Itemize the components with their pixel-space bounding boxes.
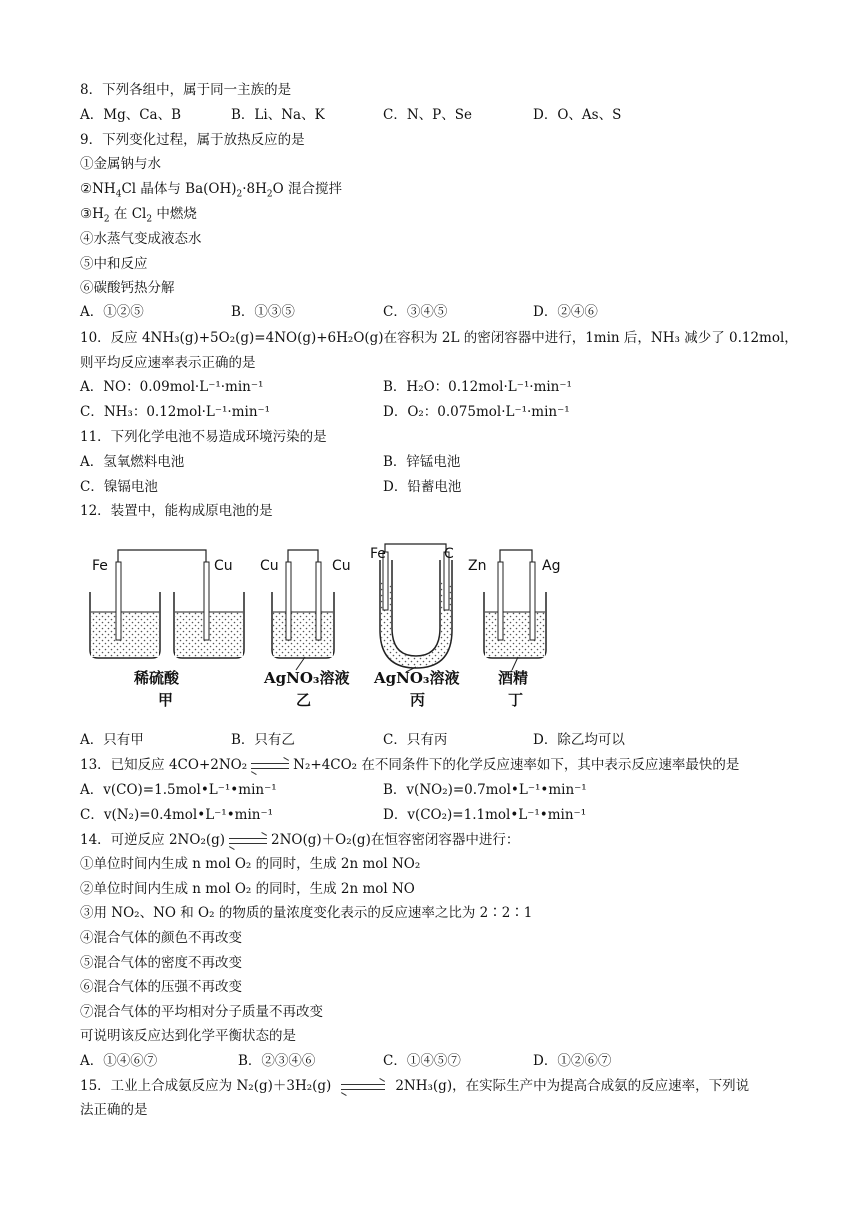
q12-stem: 12．装置中，能构成原电池的是 — [80, 503, 273, 519]
apparatus-bing — [370, 544, 459, 709]
jia-solution: 稀硫酸 — [134, 669, 180, 687]
q14-conclusion: 可说明该反应达到化学平衡状态的是 — [80, 1028, 296, 1044]
apparatus-jia — [90, 550, 244, 709]
reversible-arrow-icon — [229, 837, 267, 845]
q15-stem-line2: 法正确的是 — [80, 1102, 148, 1118]
ding-solution: 酒精 — [498, 669, 529, 687]
q9-option-a: A．①②⑤ — [80, 304, 144, 320]
q10-option-a: A．NO：0.09mol·L⁻¹·min⁻¹ — [80, 379, 264, 395]
q14-item-3: ③用 NO₂、NO 和 O₂ 的物质的量浓度变化表示的反应速率之比为 2∶2∶1 — [80, 905, 533, 921]
q13-option-a: A．v(CO)=1.5mol•L⁻¹•min⁻¹ — [80, 782, 277, 798]
q13-option-b: B．v(NO₂)=0.7mol•L⁻¹•min⁻¹ — [383, 782, 587, 798]
q11-stem: 11．下列化学电池不易造成环境污染的是 — [80, 429, 327, 445]
q9-option-c: C．③④⑤ — [383, 304, 448, 320]
jia-left-electrode: Fe — [92, 558, 108, 574]
galvanic-cell-figure — [80, 540, 580, 715]
q8-stem: 8．下列各组中，属于同一主族的是 — [80, 82, 292, 98]
q11-option-b: B．锌锰电池 — [383, 454, 461, 470]
q14-item-2: ②单位时间内生成 n mol O₂ 的同时，生成 2n mol NO — [80, 881, 415, 897]
q9-stem: 9．下列变化过程，属于放热反应的是 — [80, 132, 305, 148]
bing-right-electrode: C — [444, 546, 454, 562]
q10-option-d: D．O₂：0.075mol·L⁻¹·min⁻¹ — [383, 404, 570, 420]
q15-stem-line1: 15．工业上合成氨反应为 N₂(g)＋3H₂(g) 2NH₃(g)，在实际生产中为提高合成氨的反应速率，下列说 — [80, 1078, 750, 1094]
q12-option-b: B．只有乙 — [231, 732, 295, 748]
bing-left-electrode: Fe — [370, 546, 386, 562]
q14-item-7: ⑦混合气体的平均相对分子质量不再改变 — [80, 1004, 323, 1020]
bing-label: 丙 — [410, 691, 426, 709]
q10-stem-line1: 10．反应 4NH₃(g)+5O₂(g)=4NO(g)+6H₂O(g)在容积为 2L 的密闭容器中进行，1min 后，NH₃ 减少了 0.12mol， — [80, 330, 798, 346]
q9-option-b: B．①③⑤ — [231, 304, 295, 320]
q14-item-6: ⑥混合气体的压强不再改变 — [80, 979, 242, 995]
q13-option-c: C．v(N₂)=0.4mol•L⁻¹•min⁻¹ — [80, 807, 274, 823]
apparatus-ding — [468, 550, 560, 709]
q11-option-c: C．镍镉电池 — [80, 479, 158, 495]
q12-option-d: D．除乙均可以 — [533, 732, 625, 748]
q14-option-d: D．①②⑥⑦ — [533, 1053, 612, 1069]
jia-label: 甲 — [158, 691, 174, 709]
q9-item-2: $②NH_4Cl$ 晶体与 $Ba(OH)_2\cdot 8H_2O$ 混合搅拌 — [80, 181, 342, 200]
q9-item-1: ①金属钠与水 — [80, 156, 161, 172]
bing-solution: AgNO₃溶液 — [374, 669, 460, 687]
yi-label: 乙 — [296, 691, 312, 709]
q9-item-3: $③H_2$ 在 $Cl_2$ 中燃烧 — [80, 206, 197, 225]
ding-left-electrode: Zn — [468, 558, 487, 574]
ding-right-electrode: Ag — [542, 558, 561, 574]
q11-option-a: A．氢氧燃料电池 — [80, 454, 185, 470]
q14-option-b: B．②③④⑥ — [238, 1053, 316, 1069]
q11-option-d: D．铅蓄电池 — [383, 479, 462, 495]
q10-stem-line2: 则平均反应速率表示正确的是 — [80, 355, 256, 371]
q8-option-c: C．N、P、Se — [383, 107, 472, 123]
q8-option-d: D．O、As、S — [533, 107, 622, 123]
q14-stem: 14．可逆反应 2NO₂(g) 2NO(g)＋O₂(g)在恒容密闭容器中进行： — [80, 832, 520, 848]
q13-option-d: D．v(CO₂)=1.1mol•L⁻¹•min⁻¹ — [383, 807, 587, 823]
q10-option-c: C．NH₃：0.12mol·L⁻¹·min⁻¹ — [80, 404, 271, 420]
q14-item-5: ⑤混合气体的密度不再改变 — [80, 955, 242, 971]
yi-right-electrode: Cu — [332, 558, 351, 574]
q12-option-a: A．只有甲 — [80, 732, 144, 748]
q14-option-c: C．①④⑤⑦ — [383, 1053, 461, 1069]
q14-item-4: ④混合气体的颜色不再改变 — [80, 930, 242, 946]
q9-item-4: ④水蒸气变成液态水 — [80, 231, 202, 247]
q9-option-d: D．②④⑥ — [533, 304, 598, 320]
q10-option-b: B．H₂O：0.12mol·L⁻¹·min⁻¹ — [383, 379, 572, 395]
q9-item-6: ⑥碳酸钙热分解 — [80, 280, 175, 296]
q13-stem: 13．已知反应 4CO+2NO₂ N₂+4CO₂ 在不同条件下的化学反应速率如下，其中表示反应速率最快的是 — [80, 757, 740, 773]
yi-solution: AgNO₃溶液 — [264, 669, 350, 687]
q12-option-c: C．只有丙 — [383, 732, 448, 748]
q8-option-a: A．Mg、Ca、B — [80, 107, 182, 123]
reversible-arrow-icon — [251, 762, 289, 770]
reversible-arrow-icon — [341, 1083, 385, 1091]
q8-option-b: B．Li、Na、K — [231, 107, 325, 123]
q9-item-5: ⑤中和反应 — [80, 256, 148, 272]
yi-left-electrode: Cu — [260, 558, 279, 574]
q14-item-1: ①单位时间内生成 n mol O₂ 的同时，生成 2n mol NO₂ — [80, 856, 421, 872]
apparatus-yi — [260, 550, 351, 709]
jia-right-electrode: Cu — [214, 558, 233, 574]
ding-label: 丁 — [508, 691, 524, 709]
q14-option-a: A．①④⑥⑦ — [80, 1053, 158, 1069]
